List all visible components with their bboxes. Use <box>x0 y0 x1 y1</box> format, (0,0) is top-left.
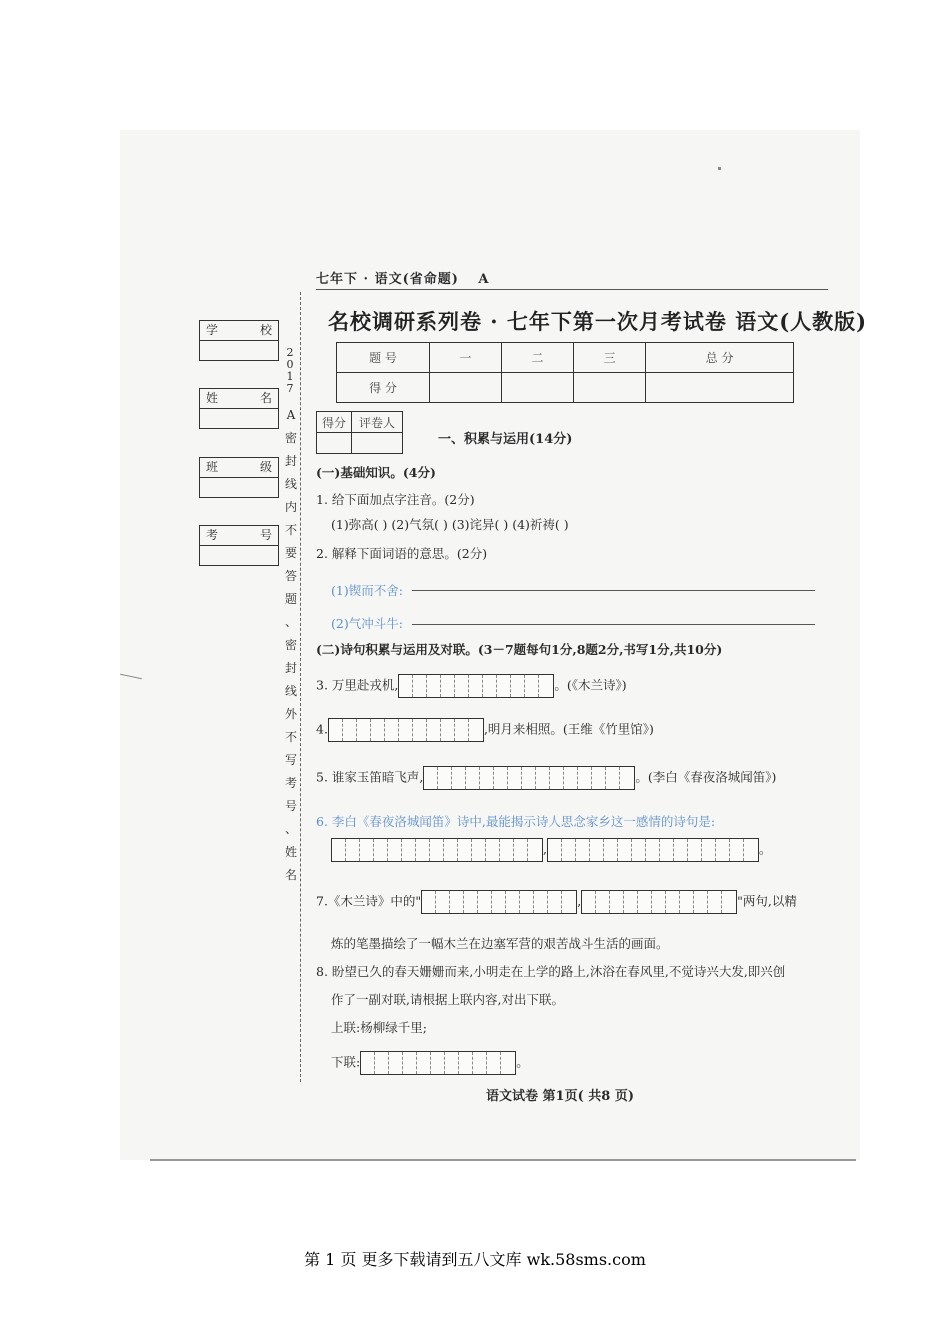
seal-notice-char: 要 <box>284 546 297 560</box>
grid-cell[interactable] <box>360 839 374 861</box>
grid-cell[interactable] <box>436 891 450 913</box>
seal-notice-char: 线 <box>284 684 297 698</box>
year-digit: 2 <box>286 346 294 359</box>
grader-box <box>316 411 403 454</box>
page-footer: 语文试卷 第1页( 共8 页) <box>486 1089 634 1104</box>
seal-notice-char: 封 <box>284 454 297 468</box>
grid-cell[interactable] <box>478 891 492 913</box>
question-2a: (1)锲而不舍: <box>331 583 403 598</box>
grid-cell[interactable] <box>730 839 744 861</box>
grid-cell[interactable] <box>464 891 478 913</box>
grid-cell[interactable] <box>469 675 483 697</box>
grid-cell[interactable] <box>716 839 730 861</box>
couplet-lower <box>331 1051 529 1075</box>
grid-cell[interactable] <box>548 891 562 913</box>
grid-cell[interactable] <box>445 1052 459 1074</box>
grid-cell[interactable] <box>680 891 694 913</box>
grid-cell[interactable] <box>694 891 708 913</box>
header-rule <box>316 289 828 290</box>
grid-cell[interactable] <box>624 891 638 913</box>
exam-number-input[interactable] <box>200 546 278 565</box>
download-caption: 第 1 页 更多下载请到五八文库 wk.58sms.com <box>304 1250 646 1269</box>
grid-cell[interactable] <box>562 839 576 861</box>
score-cell[interactable] <box>646 373 794 403</box>
grid-cell[interactable] <box>652 891 666 913</box>
field-label: 姓 <box>206 391 219 405</box>
q6-comma: , <box>543 841 547 857</box>
question-1: 1. 给下面加点字注音。(2分) <box>316 492 475 507</box>
school-field <box>199 320 279 361</box>
grid-cell[interactable] <box>385 719 399 741</box>
grid-cell[interactable] <box>388 839 402 861</box>
grid-cell[interactable] <box>548 839 562 861</box>
class-input[interactable] <box>200 478 278 497</box>
year-digit: 0 <box>286 358 294 371</box>
score-header-cell: 题 号 <box>337 343 430 373</box>
grid-cell[interactable] <box>592 767 606 789</box>
field-label: 名 <box>259 391 272 405</box>
name-input[interactable] <box>200 409 278 428</box>
question-1-items: (1)弥高( ) (2)气氛( ) (3)诧异( ) (4)祈祷( ) <box>331 517 569 532</box>
q5-source: 。(李白《春夜洛城闻笛》) <box>635 769 777 785</box>
grid-cell[interactable] <box>646 839 660 861</box>
grid-cell[interactable] <box>427 675 441 697</box>
grader-score-cell[interactable] <box>317 433 352 454</box>
grid-cell[interactable] <box>501 1052 515 1074</box>
grid-cell[interactable] <box>472 839 486 861</box>
header-subject: 七年下 · 语文(省命题) <box>316 272 459 287</box>
side-year <box>284 347 296 395</box>
question-6-answer <box>331 838 772 862</box>
answer-grid[interactable] <box>360 1051 516 1075</box>
part2-title: (二)诗句积累与运用及对联。(3－7题每句1分,8题2分,书写1分,共10分) <box>316 642 723 657</box>
grid-cell[interactable] <box>620 767 634 789</box>
q5-text: 5. 谁家玉笛暗飞声, <box>316 769 424 785</box>
grid-cell[interactable] <box>520 891 534 913</box>
seal-notice-char: 写 <box>284 753 297 767</box>
couplet-upper: 上联:杨柳绿千里; <box>331 1020 427 1035</box>
grid-cell[interactable] <box>469 719 483 741</box>
grid-cell[interactable] <box>371 719 385 741</box>
score-header-cell: 二 <box>502 343 574 373</box>
question-6: 6. 李白《春夜洛城闻笛》诗中,最能揭示诗人思念家乡这一感情的诗句是: <box>316 814 716 829</box>
question-8-line2: 作了一副对联,请根据上联内容,对出下联。 <box>331 992 564 1007</box>
grid-cell[interactable] <box>374 839 388 861</box>
grid-cell[interactable] <box>674 839 688 861</box>
grid-cell[interactable] <box>399 675 413 697</box>
q7-comma: , <box>577 893 582 909</box>
grid-cell[interactable] <box>402 839 416 861</box>
seal-notice-char: 姓 <box>284 845 297 859</box>
grid-cell[interactable] <box>506 891 520 913</box>
seal-notice-char: 封 <box>284 661 297 675</box>
seal-notice-char: 名 <box>284 868 297 882</box>
q3-source: 。(《木兰诗》) <box>554 677 627 693</box>
grid-cell[interactable] <box>483 675 497 697</box>
field-label: 班 <box>206 460 219 474</box>
field-label: 考 <box>206 528 219 542</box>
grid-cell[interactable] <box>455 675 469 697</box>
question-2: 2. 解释下面词语的意思。(2分) <box>316 546 488 561</box>
grid-cell[interactable] <box>708 891 722 913</box>
grader-reviewer-cell[interactable] <box>352 433 403 454</box>
grid-cell[interactable] <box>494 767 508 789</box>
exam-number-field <box>199 525 279 566</box>
grid-cell[interactable] <box>660 839 674 861</box>
grid-cell[interactable] <box>508 767 522 789</box>
q3-text: 3. 万里赴戎机, <box>316 677 399 693</box>
field-label: 校 <box>259 323 272 337</box>
grid-cell[interactable] <box>417 1052 431 1074</box>
couplet-lower-label: 下联: <box>331 1054 361 1070</box>
question-2b: (2)气冲斗牛: <box>331 616 403 631</box>
grid-cell[interactable] <box>444 839 458 861</box>
grid-cell[interactable] <box>438 767 452 789</box>
grid-cell[interactable] <box>450 891 464 913</box>
score-cell[interactable] <box>574 373 646 403</box>
score-header-cell: 三 <box>574 343 646 373</box>
grid-cell[interactable] <box>441 675 455 697</box>
seal-notice-char: 线 <box>284 477 297 491</box>
grid-cell[interactable] <box>666 891 680 913</box>
seal-notice-char: 答 <box>284 569 297 583</box>
question-7-line2: 炼的笔墨描绘了一幅木兰在边塞军营的艰苦战斗生活的画面。 <box>331 936 669 951</box>
seal-notice-char: 、 <box>284 822 297 836</box>
grid-cell[interactable] <box>618 839 632 861</box>
grid-cell[interactable] <box>500 839 514 861</box>
question-7 <box>316 890 797 914</box>
grid-cell[interactable] <box>416 839 430 861</box>
seal-notice-char: 号 <box>284 799 297 813</box>
score-cell[interactable] <box>430 373 502 403</box>
field-label: 号 <box>259 528 272 542</box>
field-label: 学 <box>206 323 219 337</box>
grid-cell[interactable] <box>466 767 480 789</box>
grid-cell[interactable] <box>590 839 604 861</box>
grid-cell[interactable] <box>536 767 550 789</box>
grid-cell[interactable] <box>480 767 494 789</box>
q7-text: 7.《木兰诗》中的" <box>316 893 422 909</box>
grader-reviewer-label: 评卷人 <box>352 412 403 433</box>
answer-grid[interactable] <box>423 766 635 790</box>
score-row-label: 得 分 <box>337 373 430 403</box>
grid-cell[interactable] <box>525 675 539 697</box>
class-field <box>199 457 279 498</box>
scan-bottom-edge <box>150 1159 856 1161</box>
seal-notice-char: 外 <box>284 707 297 721</box>
question-4 <box>316 718 654 742</box>
grid-cell[interactable] <box>329 719 343 741</box>
grid-cell[interactable] <box>688 839 702 861</box>
grid-cell[interactable] <box>522 767 536 789</box>
grid-cell[interactable] <box>427 719 441 741</box>
seal-notice-char: A <box>286 408 296 422</box>
grid-cell[interactable] <box>497 675 511 697</box>
q4-source: ,明月来相照。(王维《竹里馆》) <box>483 721 654 737</box>
grid-cell[interactable] <box>528 839 542 861</box>
grid-cell[interactable] <box>441 719 455 741</box>
seal-notice <box>283 404 299 887</box>
question-8: 8. 盼望已久的春天姗姗而来,小明走在上学的路上,沐浴在春风里,不觉诗兴大发,即兴创 <box>316 964 786 979</box>
question-5 <box>316 766 776 790</box>
grid-cell[interactable] <box>452 767 466 789</box>
answer-grid[interactable] <box>547 838 759 862</box>
grid-cell[interactable] <box>343 719 357 741</box>
grid-cell[interactable] <box>702 839 716 861</box>
seal-notice-char: 不 <box>284 730 297 744</box>
grid-cell[interactable] <box>511 675 525 697</box>
grid-cell[interactable] <box>514 839 528 861</box>
grid-cell[interactable] <box>604 839 618 861</box>
grid-cell[interactable] <box>403 1052 417 1074</box>
grid-cell[interactable] <box>582 891 596 913</box>
grid-cell[interactable] <box>562 891 576 913</box>
grid-cell[interactable] <box>413 719 427 741</box>
grid-cell[interactable] <box>578 767 592 789</box>
q4-text: 4. <box>316 721 328 737</box>
grid-cell[interactable] <box>430 839 444 861</box>
grid-cell[interactable] <box>361 1052 375 1074</box>
grid-cell[interactable] <box>486 839 500 861</box>
grid-cell[interactable] <box>422 891 436 913</box>
seal-notice-char: 、 <box>284 615 297 629</box>
grid-cell[interactable] <box>564 767 578 789</box>
scan-speck <box>718 167 721 170</box>
grid-cell[interactable] <box>375 1052 389 1074</box>
grid-cell[interactable] <box>576 839 590 861</box>
answer-grid[interactable] <box>331 838 543 862</box>
grid-cell[interactable] <box>473 1052 487 1074</box>
grader-score-label: 得分 <box>317 412 352 433</box>
seal-notice-char: 密 <box>284 638 297 652</box>
school-input[interactable] <box>200 341 278 360</box>
exam-title: 名校调研系列卷 · 七年下第一次月考试卷 语文(人教版) <box>328 309 868 334</box>
seal-notice-char: 不 <box>284 523 297 537</box>
seal-notice-char: 题 <box>284 592 297 606</box>
grid-cell[interactable] <box>458 839 472 861</box>
answer-grid[interactable] <box>398 674 554 698</box>
seal-notice-char: 内 <box>284 500 297 514</box>
answer-grid[interactable] <box>581 890 737 914</box>
grid-cell[interactable] <box>332 839 346 861</box>
seal-notice-char: 密 <box>284 431 297 445</box>
grid-cell[interactable] <box>596 891 610 913</box>
seal-line <box>300 292 301 1082</box>
grid-cell[interactable] <box>424 767 438 789</box>
score-header-cell: 一 <box>430 343 502 373</box>
question-3 <box>316 674 627 698</box>
grid-cell[interactable] <box>487 1052 501 1074</box>
answer-grid[interactable] <box>328 718 484 742</box>
q6-period: 。 <box>758 841 772 857</box>
grid-cell[interactable] <box>455 719 469 741</box>
grid-cell[interactable] <box>413 675 427 697</box>
grid-cell[interactable] <box>389 1052 403 1074</box>
grid-cell[interactable] <box>539 675 553 697</box>
grid-cell[interactable] <box>638 891 652 913</box>
grid-cell[interactable] <box>459 1052 473 1074</box>
grid-cell[interactable] <box>550 767 564 789</box>
section-title: 一、积累与运用(14分) <box>438 432 573 447</box>
grid-cell[interactable] <box>399 719 413 741</box>
grid-cell[interactable] <box>610 891 624 913</box>
part1-title: (一)基础知识。(4分) <box>316 465 436 480</box>
grid-cell[interactable] <box>346 839 360 861</box>
answer-line[interactable] <box>412 590 815 591</box>
grid-cell[interactable] <box>357 719 371 741</box>
header-grade: A <box>478 272 490 287</box>
year-digit: 1 <box>286 370 294 383</box>
grid-cell[interactable] <box>744 839 758 861</box>
seal-notice-char: 考 <box>284 776 297 790</box>
grid-cell[interactable] <box>632 839 646 861</box>
grid-cell[interactable] <box>534 891 548 913</box>
couplet-period: 。 <box>516 1054 529 1070</box>
score-cell[interactable] <box>502 373 574 403</box>
field-label: 级 <box>259 460 272 474</box>
grid-cell[interactable] <box>492 891 506 913</box>
answer-grid[interactable] <box>421 890 577 914</box>
grid-cell[interactable] <box>431 1052 445 1074</box>
paper-header <box>316 268 490 287</box>
name-field <box>199 388 279 429</box>
year-digit: 7 <box>286 382 294 395</box>
answer-line[interactable] <box>412 624 815 625</box>
score-table <box>336 342 794 403</box>
score-header-cell: 总 分 <box>646 343 794 373</box>
q7-text-end: "两句,以精 <box>737 893 797 909</box>
grid-cell[interactable] <box>606 767 620 789</box>
grid-cell[interactable] <box>722 891 736 913</box>
